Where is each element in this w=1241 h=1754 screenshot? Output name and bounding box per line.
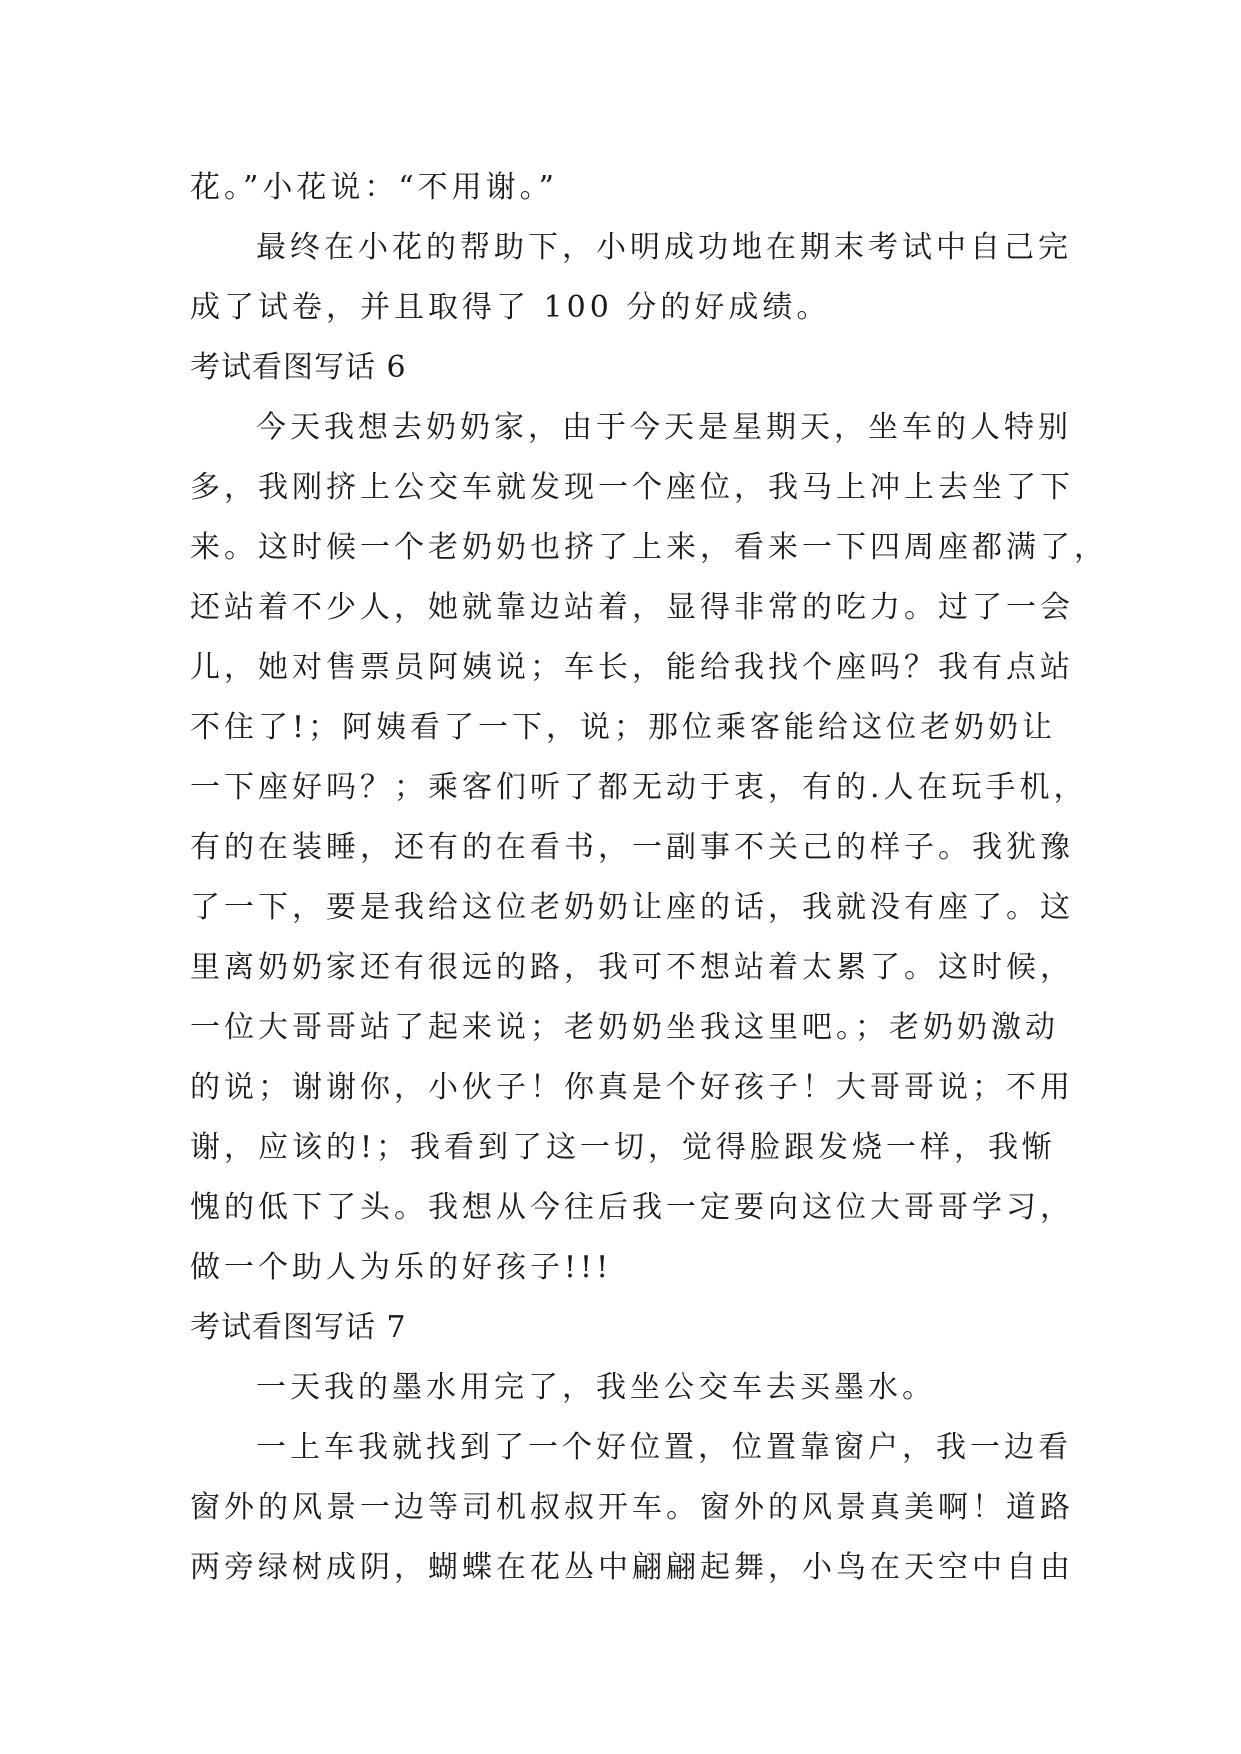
paragraph-line: 有的在装睡，还有的在看书，一副事不关己的样子。我犹豫 xyxy=(190,830,1074,865)
paragraph-line: 了一下，要是我给这位老奶奶让座的话，我就没有座了。这 xyxy=(190,890,1074,925)
paragraph-first-line: 一上车我就找到了一个好位置，位置靠窗户，我一边看 xyxy=(256,1430,1072,1465)
paragraph-line: 窗外的风景一边等司机叔叔开车。窗外的风景真美啊！道路 xyxy=(190,1490,1074,1525)
paragraph-line: 多，我刚挤上公交车就发现一个座位，我马上冲上去坐了下 xyxy=(190,470,1074,505)
paragraph-line: 一位大哥哥站了起来说；老奶奶坐我这里吧。；老奶奶激动 xyxy=(190,1010,1059,1045)
document-body xyxy=(190,158,1108,1598)
section-heading: 考试看图写话 6 xyxy=(190,350,407,385)
paragraph-line: 里离奶奶家还有很远的路，我可不想站着太累了。这时候， xyxy=(190,950,1074,985)
paragraph-line: 两旁绿树成阴，蝴蝶在花丛中翩翩起舞，小鸟在天空中自由 xyxy=(190,1550,1074,1585)
paragraph-line: 的说；谢谢你，小伙子！你真是个好孩子！大哥哥说；不用 xyxy=(190,1070,1074,1105)
paragraph-first-line: 今天我想去奶奶家，由于今天是星期天，坐车的人特别 xyxy=(256,410,1072,445)
paragraph-line: 做一个助人为乐的好孩子!!! xyxy=(190,1250,613,1285)
paragraph-line: 愧的低下了头。我想从今往后我一定要向这位大哥哥学习， xyxy=(190,1190,1074,1225)
paragraph-line: 来。这时候一个老奶奶也挤了上来，看来一下四周座都满了， xyxy=(190,530,1108,565)
paragraph-line: 一下座好吗？；乘客们听了都无动于衷，有的.人在玩手机， xyxy=(190,770,1088,805)
paragraph-first-line: 花。”小花说：“不用谢。” xyxy=(190,170,559,205)
paragraph-line: 成了试卷，并且取得了 100 分的好成绩。 xyxy=(190,290,831,325)
paragraph-line: 还站着不少人，她就靠边站着，显得非常的吃力。过了一会 xyxy=(190,590,1074,625)
paragraph-line: 不住了!；阿姨看了一下，说；那位乘客能给这位老奶奶让 xyxy=(190,710,1057,745)
paragraph-line: 儿，她对售票员阿姨说；车长，能给我找个座吗？我有点站 xyxy=(190,650,1074,685)
section-heading: 考试看图写话 7 xyxy=(190,1310,407,1345)
paragraph-first-line: 最终在小花的帮助下，小明成功地在期末考试中自己完 xyxy=(256,230,1072,265)
paragraph-line: 谢，应该的!；我看到了这一切，觉得脸跟发烧一样，我惭 xyxy=(190,1130,1057,1165)
paragraph-first-line: 一天我的墨水用完了，我坐公交车去买墨水。 xyxy=(256,1370,936,1405)
